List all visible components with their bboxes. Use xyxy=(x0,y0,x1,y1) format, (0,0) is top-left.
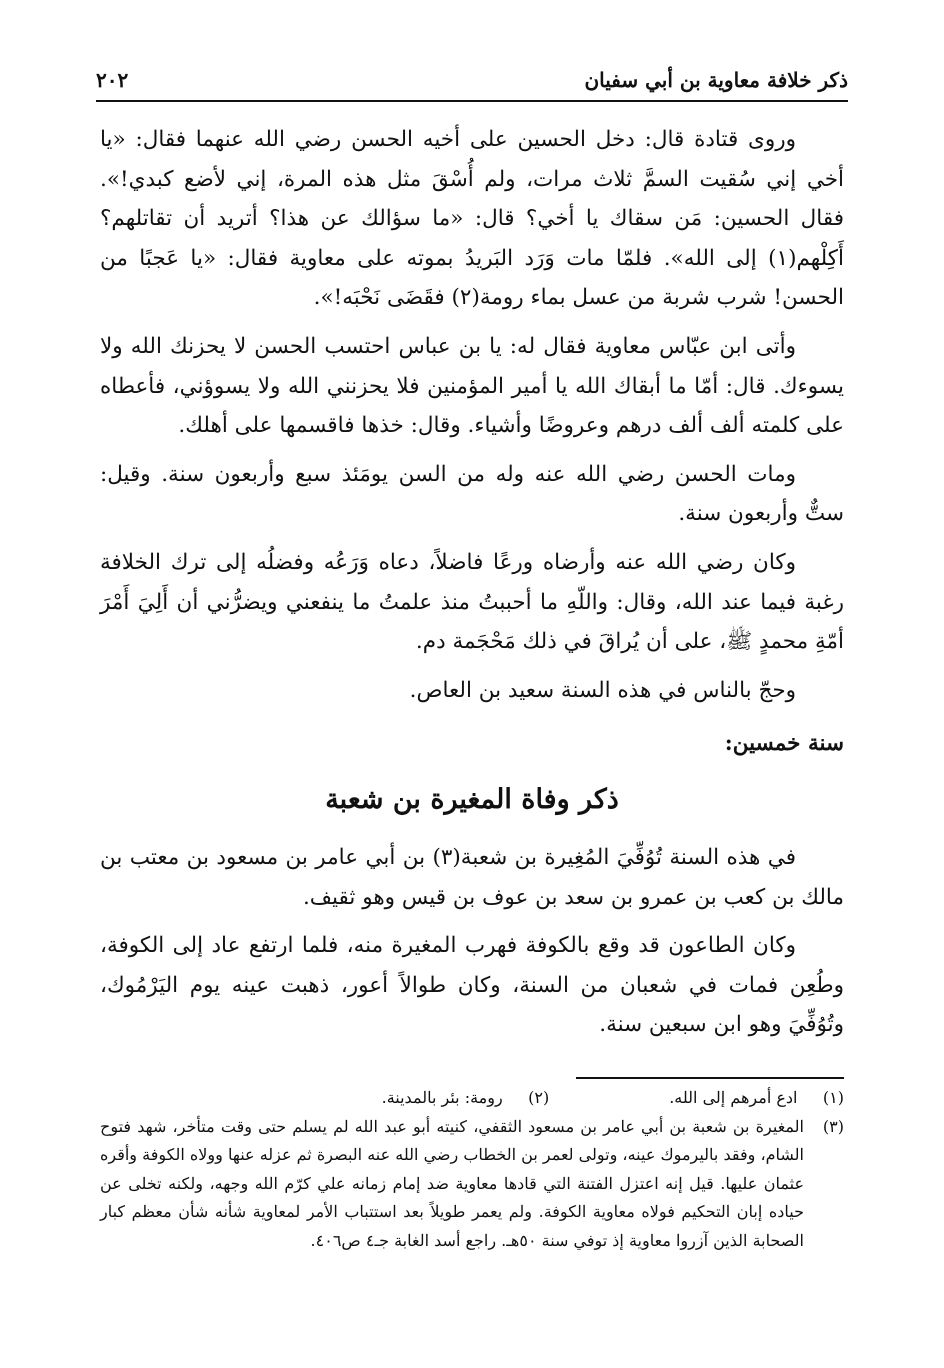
running-title: ذكر خلافة معاوية بن أبي سفيان xyxy=(584,68,848,92)
footnote-3 xyxy=(100,1113,844,1256)
paragraph-death-age: ومات الحسن رضي الله عنه وله من السن يومَئذ سبع وأربعون سنة. وقيل: ستٌّ وأربعون سنة. xyxy=(100,461,844,527)
footnote-number: (٣) xyxy=(822,1116,844,1136)
footnote-text: رومة: بئر بالمدينة. xyxy=(381,1088,503,1107)
footnotes xyxy=(100,1084,844,1255)
main-text xyxy=(100,120,844,1054)
paragraph-ibn-abbas: وأتى ابن عبّاس معاوية فقال له: يا بن عباس احتسب الحسن لا يحزنك الله ولا يسوءك. قال: أمّا ما أبقاك الله يا أمير المؤمنين فلا يحزنني الله ولا يسوؤني، فأعطاه على كلمته ألف ألف درهم وعروضًا وأشياء. وقال: خذها فاقسمها على أهلك. xyxy=(100,333,844,439)
page-number: ٢٠٢ xyxy=(96,68,129,92)
footnote-row-1-2 xyxy=(100,1084,844,1113)
year-label: سنة خمسين: xyxy=(724,731,844,757)
footnote-number: (١) xyxy=(822,1088,844,1107)
footnote-number: (٢) xyxy=(528,1088,550,1107)
footnote-divider xyxy=(576,1077,844,1079)
paragraph-qatada: وروى قتادة قال: دخل الحسين على أخيه الحسن رضي الله عنهما فقال: «يا أخي إني سُقيت السمَّ ثلاث مرات، ولم أُسْقَ مثل هذه المرة، إني لأضع كبدي!». فقال الحسين: مَن سقاك يا أخي؟ قال: «ما سؤالك عن هذا؟ أتريد أن تقاتلهم؟ أَكِلْهم(١) إلى الله». فلمّا مات وَرَد البَريدُ بموته على معاوية فقال: «يا عَجبًا من الحسن! شرب شربة من عسل بماء رومة(٢) فقَضَى نَحْبَه!». xyxy=(100,127,844,311)
paragraph-hajj: وحجّ بالناس في هذه السنة سعيد بن العاص. xyxy=(409,677,796,703)
page-header xyxy=(96,60,848,102)
footnote-text: ادع أمرهم إلى الله. xyxy=(669,1088,798,1107)
footnote-2 xyxy=(382,1084,550,1113)
paragraph-mughira-lineage: في هذه السنة تُوُفِّيَ المُغِيرة بن شعبة(٣) بن أبي عامر بن مسعود بن معتب بن مالك بن كعب بن عمرو بن سعد بن عوف بن قيس وهو ثقيف. xyxy=(100,844,844,910)
paragraph-virtue: وكان رضي الله عنه وأرضاه ورعًا فاضلاً، دعاه وَرَعُه وفضلُه إلى ترك الخلافة رغبة فيما عند الله، وقال: واللّهِ ما أحببتُ منذ علمتُ ما ينفعني ويضرُّني أن أَلِيَ أَمْرَ أمّةِ محمدٍ ﷺ، على أن يُراقَ في ذلك مَحْجَمة دم. xyxy=(100,549,844,655)
footnote-text: المغيرة بن شعبة بن أبي عامر بن مسعود الثقفي، كنيته أبو عبد الله لم يسلم حتى وقت متأخر، شهد فتوح الشام، وفقد باليرموك عينه، وتولى لعمر بن الخطاب رضي الله عنه البصرة ثم عزله عنها وولاه الكوفة وأقره عثمان عليها. قيل إنه اعتزل الفتنة التي قادها معاوية ضد إمام زمانه علي كرّم الله وجهه، ولكنه تخلى عن حياده إبان التحكيم فولاه معاوية الكوفة. ولم يعمر طويلاً بعد استتباب الأمر لمعاوية شأنه شأن معظم كبار الصحابة الذين آزروا معاوية إذ توفي سنة ٥٠هـ. راجع أسد الغابة جـ٤ ص٤٠٦. xyxy=(100,1116,805,1250)
footnote-1 xyxy=(669,1084,844,1113)
paragraph-mughira-death: وكان الطاعون قد وقع بالكوفة فهرب المغيرة منه، فلما ارتفع عاد إلى الكوفة، وطُعِن فمات في شعبان من السنة، وكان طوالاً أعور، ذهبت عينه يوم اليَرْمُوك، وتُوُفِّيَ وهو ابن سبعين سنة. xyxy=(100,933,844,1038)
section-heading: ذكر وفاة المغيرة بن شعبة xyxy=(325,783,619,815)
